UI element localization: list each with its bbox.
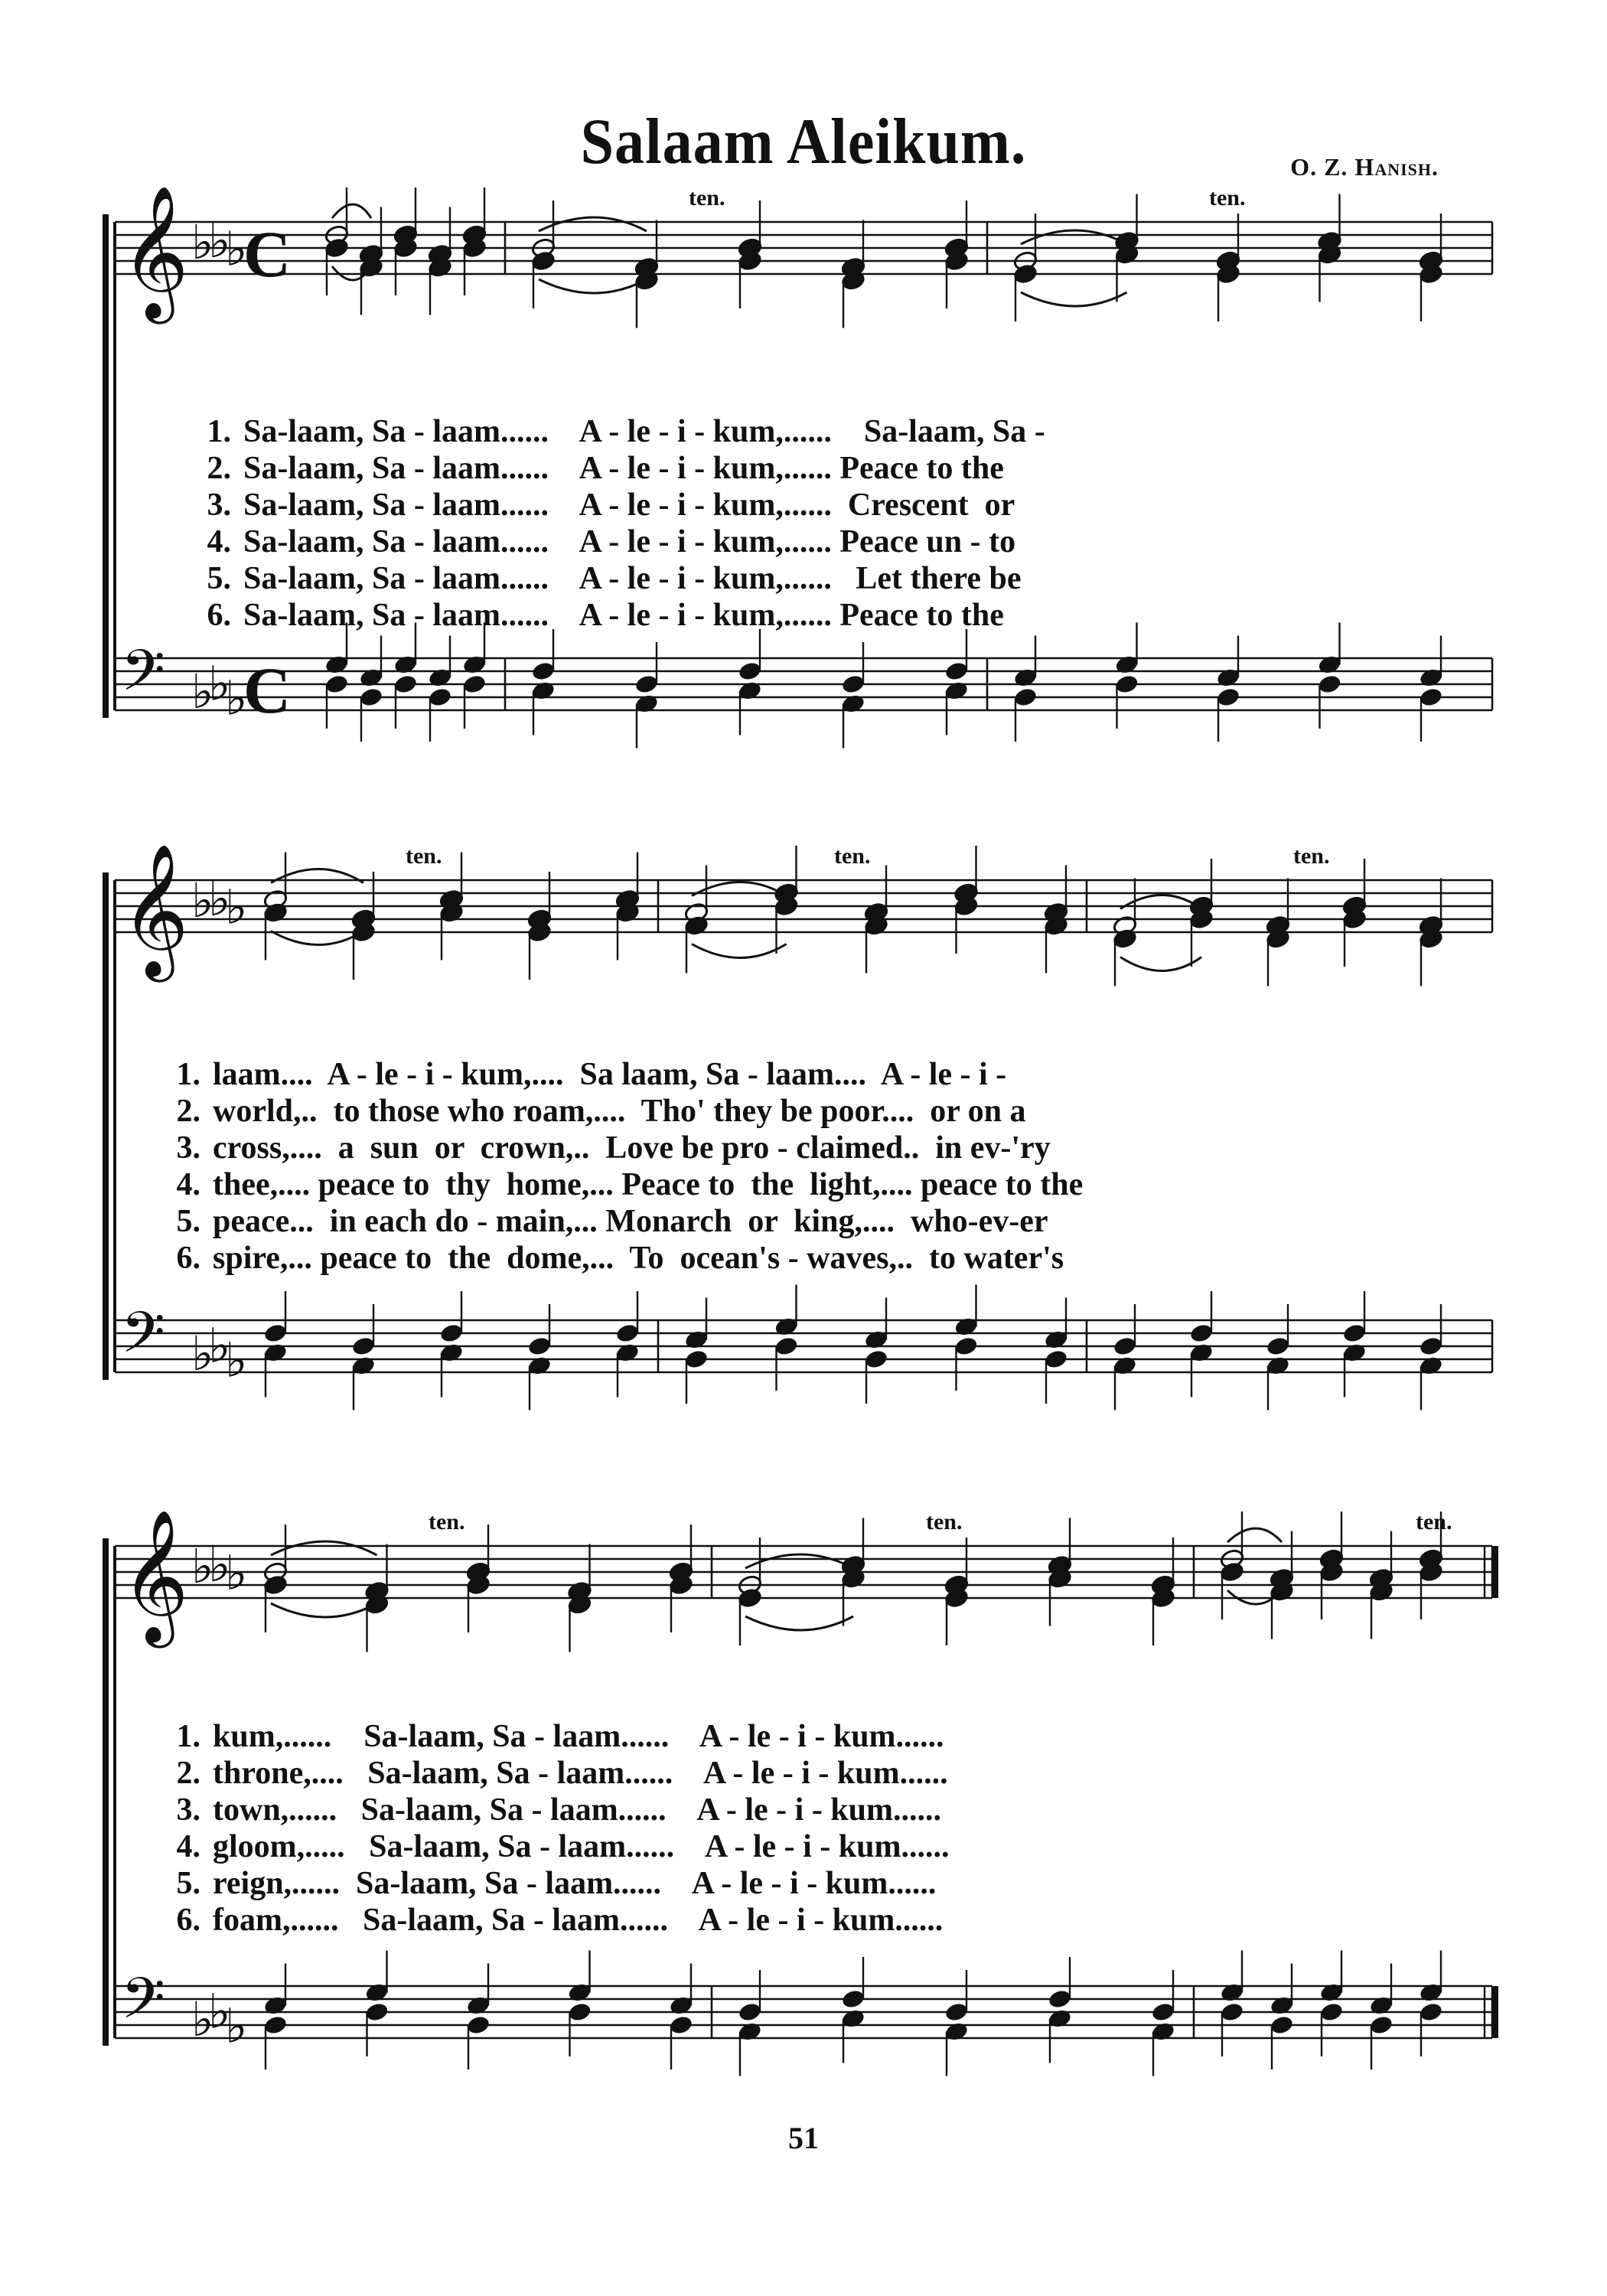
note-head (461, 673, 487, 695)
flat-icon: ♭ (191, 1538, 214, 1594)
note-head (944, 680, 969, 701)
note-head (953, 1316, 979, 1337)
note-head (567, 1981, 592, 2003)
verse-number: 2. (176, 1756, 200, 1791)
lyrics-system-1 (184, 413, 1045, 634)
flat-icon: ♭ (225, 1332, 248, 1388)
verse-number: 3. (207, 488, 231, 523)
note-head (737, 660, 762, 682)
verse-number: 5. (207, 561, 231, 596)
verse-line (153, 1902, 950, 1939)
note-head (1319, 1981, 1344, 2003)
note-head (683, 1329, 709, 1350)
note-head (530, 680, 556, 701)
note-head (944, 660, 969, 682)
flat-icon: ♭ (208, 1537, 231, 1593)
tie-slur (692, 944, 787, 958)
verse-text: reign,...... Sa-laam, Sa - laam...... A - le - i - kum...... (213, 1866, 937, 1901)
note-head (526, 1336, 552, 1357)
verse-line (184, 450, 1045, 487)
note-head (774, 1336, 799, 1357)
verse-text: spire,... peace to the dome,... To ocean's - waves,.. to water's (213, 1241, 1064, 1276)
note-head (324, 654, 349, 675)
bass-clef-icon: 𝄢 (121, 1965, 165, 2046)
note-head (614, 1342, 640, 1363)
note-head (465, 2014, 491, 2036)
note-head (1319, 2001, 1344, 2023)
verse-line (153, 1828, 950, 1865)
note-head (358, 667, 383, 688)
verse-number: 5. (176, 1866, 200, 1901)
flat-icon: ♭ (208, 213, 231, 269)
note-head (364, 1981, 390, 2003)
flat-icon: ♭ (225, 220, 248, 277)
verse-line (153, 1203, 1083, 1240)
note-head (1012, 687, 1038, 708)
verse-number: 2. (176, 1094, 200, 1129)
note-head (1012, 667, 1038, 688)
verse-text: cross,.... a sun or crown,.. Love be pro - claimed.. in ev-'ry (213, 1130, 1051, 1166)
lyrics-system-2 (153, 1056, 1083, 1277)
tenuto-mark: ten. (406, 843, 442, 869)
note-head (840, 1988, 865, 2010)
note-head (863, 1349, 888, 1370)
verse-line (153, 1792, 950, 1828)
note-head (1219, 2001, 1244, 2023)
flat-icon: ♭ (191, 1326, 214, 1381)
note-head (1047, 2007, 1072, 2029)
note-head (1047, 1988, 1072, 2010)
verse-number: 4. (176, 1167, 200, 1202)
note-head (324, 673, 349, 695)
note-head (1265, 1336, 1290, 1357)
verse-number: 1. (207, 414, 231, 449)
note-head (1215, 687, 1240, 708)
note-head (840, 693, 865, 714)
note-head (1317, 654, 1342, 675)
note-head (737, 680, 762, 701)
note-head (668, 1994, 693, 2016)
note-head (530, 660, 556, 682)
note-head (1418, 1981, 1443, 2003)
note-head (1114, 654, 1139, 675)
note-head (1215, 667, 1240, 688)
verse-line (153, 1130, 1083, 1166)
note-head (1418, 1336, 1443, 1357)
note-head (1114, 673, 1139, 695)
verse-number: 4. (207, 524, 231, 559)
verse-text: laam.... A - le - i - kum,.... Sa laam, Sa - laam.... A - le - i - (213, 1057, 1007, 1092)
note-head (774, 1316, 799, 1337)
verse-text: thee,.... peace to thy home,... Peace to the light,.... peace to the (213, 1167, 1084, 1202)
note-head (737, 2020, 762, 2042)
verse-number: 2. (207, 451, 231, 486)
tenuto-mark: ten. (689, 185, 725, 210)
note-head (1043, 1329, 1068, 1350)
verse-line (153, 1718, 950, 1755)
note-head (358, 687, 383, 708)
verse-line (153, 1093, 1083, 1130)
flat-icon: ♭ (208, 871, 231, 927)
flat-icon: ♭ (225, 1998, 248, 2054)
tie-slur (539, 279, 647, 293)
tie-slur (745, 1616, 853, 1630)
time-signature: C (243, 217, 292, 291)
verse-number: 6. (176, 1903, 200, 1938)
verse-text: throne,.... Sa-laam, Sa - laam...... A - le - i - kum...... (213, 1756, 948, 1791)
verse-text: gloom,..... Sa-laam, Sa - laam...... A - le - i - kum...... (213, 1829, 950, 1864)
tie-slur (271, 1603, 377, 1617)
note-head (840, 673, 865, 695)
verse-number: 3. (176, 1130, 200, 1166)
note-head (840, 2007, 865, 2029)
flat-icon: ♭ (225, 1544, 248, 1601)
note-head (262, 1322, 288, 1344)
note-head (427, 687, 452, 708)
flat-icon: ♭ (191, 214, 214, 270)
note-head (465, 1994, 491, 2016)
verse-text: peace... in each do - main,... Monarch or king,.... who-ev-er (213, 1204, 1048, 1239)
verse-number: 1. (176, 1719, 200, 1754)
verse-line (184, 487, 1045, 523)
bass-clef-icon: 𝄢 (121, 1300, 165, 1380)
treble-clef-icon: 𝄞 (121, 843, 189, 977)
tie-slur (1227, 1528, 1282, 1542)
treble-clef-icon: 𝄞 (121, 1509, 189, 1642)
page-number: 51 (788, 2121, 819, 2155)
note-head (438, 1342, 464, 1363)
note-head (262, 1994, 288, 2016)
flat-icon: ♭ (191, 664, 214, 719)
verse-line (153, 1240, 1083, 1277)
bass-clef-icon: 𝄢 (121, 638, 165, 718)
verse-text: world,.. to those who roam,.... Tho' they be poor.... or on a (213, 1094, 1026, 1129)
verse-number: 1. (176, 1057, 200, 1092)
verse-number: 6. (207, 598, 231, 633)
note-head (1269, 2014, 1294, 2036)
tie-slur (1120, 957, 1201, 971)
verse-text: foam,...... Sa-laam, Sa - laam...... A - le - i - kum...... (213, 1903, 944, 1938)
verse-number: 6. (176, 1241, 200, 1276)
note-head (350, 1355, 376, 1376)
note-head (393, 654, 418, 675)
tenuto-mark: ten. (429, 1509, 465, 1534)
time-signature: C (243, 654, 292, 727)
tenuto-mark: ten. (1416, 1509, 1452, 1534)
tie-slur (1021, 230, 1127, 244)
verse-text: Sa-laam, Sa - laam...... A - le - i - kum,...... Peace to the (243, 598, 1004, 633)
verse-number: 5. (176, 1204, 200, 1239)
verse-text: town,...... Sa-laam, Sa - laam...... A - le - i - kum...... (213, 1792, 942, 1828)
note-head (668, 2014, 693, 2036)
note-head (1043, 1349, 1068, 1370)
tie-slur (332, 204, 371, 218)
tenuto-mark: ten. (926, 1509, 963, 1534)
verse-number: 3. (176, 1792, 200, 1828)
note-head (1112, 1355, 1137, 1376)
note-head (364, 2001, 390, 2023)
verse-line (153, 1056, 1083, 1093)
tie-slur (539, 217, 647, 231)
note-head (953, 1336, 979, 1357)
tenuto-mark: ten. (1209, 185, 1246, 210)
verse-text: kum,...... Sa-laam, Sa - laam...... A - le - i - kum...... (213, 1719, 944, 1754)
note-head (683, 1349, 709, 1370)
note-head (1150, 2001, 1175, 2023)
note-head (1341, 1342, 1367, 1363)
verse-line (153, 1755, 950, 1792)
note-head (944, 2020, 969, 2042)
tenuto-mark: ten. (834, 843, 871, 869)
note-head (393, 673, 418, 695)
verse-text: Sa-laam, Sa - laam...... A - le - i - kum,...... Crescent or (243, 488, 1015, 523)
flat-icon: ♭ (208, 655, 231, 712)
note-head (1188, 1342, 1214, 1363)
note-head (350, 1336, 376, 1357)
note-head (461, 654, 487, 675)
note-head (1150, 2020, 1175, 2042)
note-head (863, 1329, 888, 1350)
note-head (1265, 1355, 1290, 1376)
lyrics-system-3 (153, 1718, 950, 1939)
note-head (438, 1322, 464, 1344)
verse-number: 4. (176, 1829, 200, 1864)
flat-icon: ♭ (225, 670, 248, 726)
flat-icon: ♭ (208, 1983, 231, 2040)
note-head (1269, 1994, 1294, 2016)
note-head (1418, 687, 1443, 708)
verse-text: Sa-laam, Sa - laam...... A - le - i - kum,...... Peace un - to (243, 524, 1016, 559)
verse-text: Sa-laam, Sa - laam...... A - le - i - kum,...... Let there be (243, 561, 1022, 596)
note-head (526, 1355, 552, 1376)
tie-slur (1021, 292, 1127, 306)
note-head (614, 1322, 640, 1344)
note-head (1219, 1981, 1244, 2003)
note-head (1368, 1994, 1393, 2016)
note-head (567, 2001, 592, 2023)
note-head (427, 667, 452, 688)
note-head (634, 693, 659, 714)
verse-line (184, 413, 1045, 450)
tie-slur (745, 1554, 853, 1568)
note-head (1112, 1336, 1137, 1357)
note-head (944, 2001, 969, 2023)
note-head (1418, 667, 1443, 688)
verse-line (184, 560, 1045, 597)
composer-credit: O. Z. Hanish. (1290, 153, 1439, 181)
verse-line (153, 1865, 950, 1902)
flat-icon: ♭ (208, 1317, 231, 1374)
note-head (1418, 2001, 1443, 2023)
verse-text: Sa-laam, Sa - laam...... A - le - i - kum,...... Peace to the (243, 451, 1004, 486)
tie-slur (271, 1541, 377, 1555)
verse-line (153, 1166, 1083, 1203)
treble-clef-icon: 𝄞 (121, 185, 189, 318)
note-head (1188, 1322, 1214, 1344)
note-head (737, 2001, 762, 2023)
note-head (634, 673, 659, 695)
note-head (1418, 1355, 1443, 1376)
verse-text: Sa-laam, Sa - laam...... A - le - i - kum,...... Sa-laam, Sa - (243, 414, 1045, 449)
tenuto-mark: ten. (1293, 843, 1330, 869)
verse-line (184, 597, 1045, 634)
flat-icon: ♭ (191, 1991, 214, 2047)
flat-icon: ♭ (191, 872, 214, 928)
verse-line (184, 523, 1045, 560)
note-head (1341, 1322, 1367, 1344)
note-head (262, 2014, 288, 2036)
song-title: Salaam Aleikum. (580, 105, 1027, 178)
note-head (1368, 2014, 1393, 2036)
note-head (1317, 673, 1342, 695)
flat-icon: ♭ (225, 879, 248, 935)
note-head (262, 1342, 288, 1363)
